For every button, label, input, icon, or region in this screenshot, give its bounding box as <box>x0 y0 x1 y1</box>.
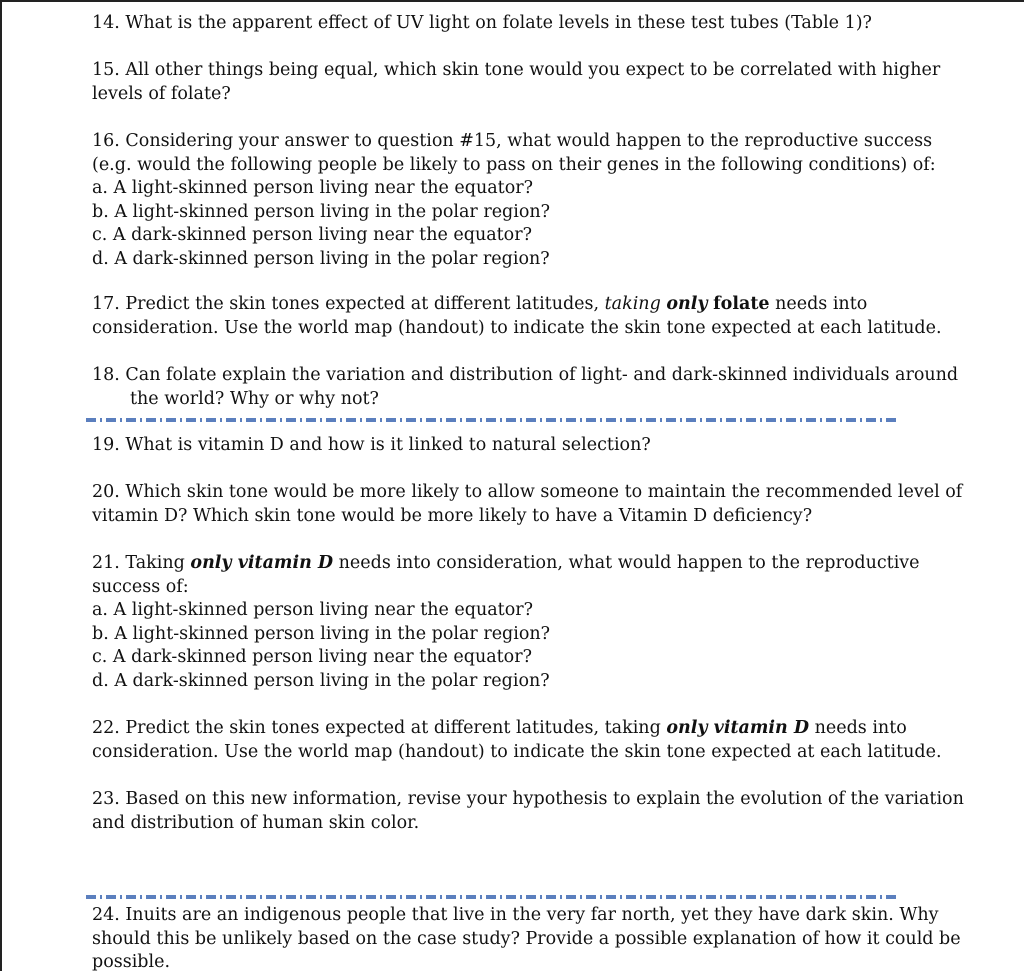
question-text: 17. Predict the skin tones expected at different latitudes, taking only folate needs into <box>92 294 868 314</box>
page-border-left <box>0 0 2 971</box>
question-text: 24. Inuits are an indigenous people that live in the very far north, yet they have dark skin. Why <box>92 905 939 925</box>
question-16 <box>92 130 936 271</box>
question-text: levels of folate? <box>92 83 231 104</box>
sub-question-b: b. A light-skinned person living in the polar region? <box>92 623 551 644</box>
question-text: 18. Can folate explain the variation and distribution of light- and dark-skinned individuals around <box>92 365 959 385</box>
question-text: 20. Which skin tone would be more likely to allow someone to maintain the recommended level of <box>92 482 963 502</box>
sub-question-b: b. A light-skinned person living in the polar region? <box>92 201 551 222</box>
question-14 <box>92 12 872 36</box>
question-text: possible. <box>92 952 171 972</box>
question-text: 21. Taking only vitamin D needs into consideration, what would happen to the reproductive <box>92 553 920 573</box>
question-text: 16. Considering your answer to question #15, what would happen to the reproductive success <box>92 131 933 151</box>
question-18 <box>92 364 958 411</box>
question-text: 23. Based on this new information, revise your hypothesis to explain the evolution of the variation <box>92 789 964 809</box>
emphasis-bold-italic: only vitamin D <box>666 718 810 738</box>
sub-question-a: a. A light-skinned person living near the equator? <box>92 600 533 620</box>
question-22 <box>92 717 942 764</box>
question-text: should this be unlikely based on the case study? Provide a possible explanation of how it could be <box>92 928 961 949</box>
question-text: 19. What is vitamin D and how is it linked to natural selection? <box>92 435 651 455</box>
section-divider <box>86 418 898 422</box>
sub-question-a: a. A light-skinned person living near the equator? <box>92 178 533 198</box>
emphasis-bold-italic: only <box>666 294 708 314</box>
question-21 <box>92 552 920 693</box>
question-text: the world? Why or why not? <box>130 388 379 409</box>
question-15 <box>92 59 940 106</box>
question-text: (e.g. would the following people be likely to pass on their genes in the following conditions) of: <box>92 154 936 175</box>
question-text: 14. What is the apparent effect of UV light on folate levels in these test tubes (Table 1)? <box>92 13 872 33</box>
question-20 <box>92 481 962 528</box>
question-text: 15. All other things being equal, which skin tone would you expect to be correlated with higher <box>92 60 941 80</box>
sub-question-d: d. A dark-skinned person living in the polar region? <box>92 248 550 269</box>
question-23 <box>92 788 964 835</box>
question-text: consideration. Use the world map (handout) to indicate the skin tone expected at each latitude. <box>92 741 942 762</box>
emphasis-italic: taking <box>604 294 667 314</box>
question-19 <box>92 434 651 458</box>
question-text: vitamin D? Which skin tone would be more likely to have a Vitamin D deficiency? <box>92 505 813 526</box>
emphasis-bold: folate <box>713 294 770 314</box>
page-border-top <box>0 0 1024 2</box>
question-text: and distribution of human skin color. <box>92 812 420 833</box>
question-24 <box>92 904 961 975</box>
section-divider <box>86 895 898 899</box>
question-text: success of: <box>92 576 189 597</box>
question-17 <box>92 293 942 340</box>
emphasis-bold-italic: only vitamin D <box>190 553 334 573</box>
sub-question-c: c. A dark-skinned person living near the equator? <box>92 647 532 667</box>
sub-question-d: d. A dark-skinned person living in the polar region? <box>92 670 550 691</box>
question-text: 22. Predict the skin tones expected at different latitudes, taking only vitamin D needs into <box>92 718 907 738</box>
sub-question-c: c. A dark-skinned person living near the equator? <box>92 225 532 245</box>
question-text: consideration. Use the world map (handout) to indicate the skin tone expected at each latitude. <box>92 317 942 338</box>
